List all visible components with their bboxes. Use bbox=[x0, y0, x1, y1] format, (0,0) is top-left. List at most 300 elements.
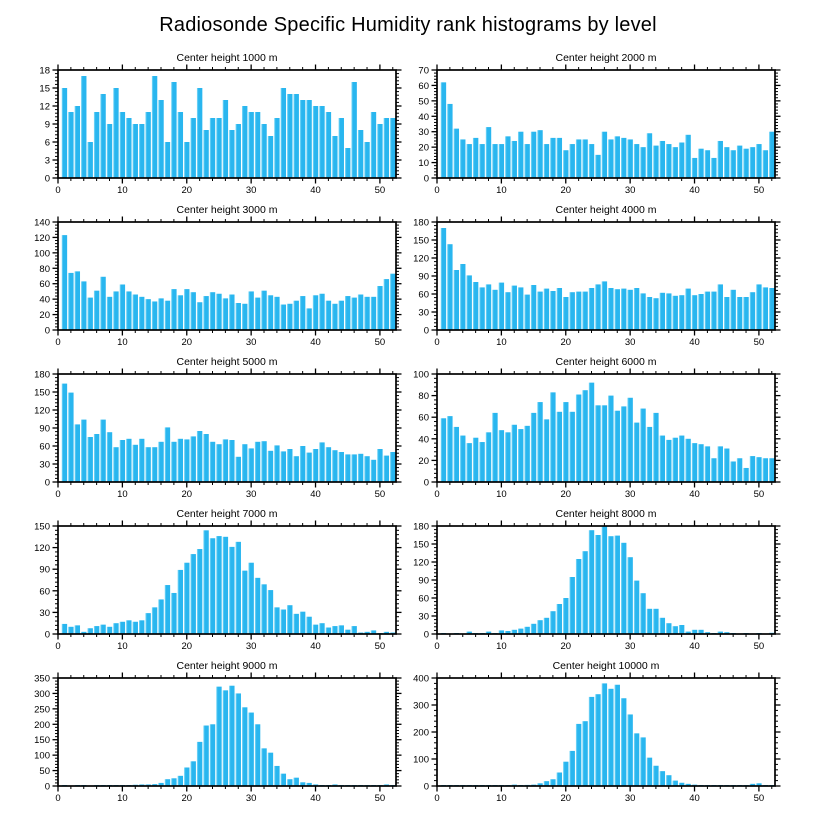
bar bbox=[390, 452, 395, 482]
bar bbox=[287, 304, 292, 330]
bar bbox=[737, 297, 742, 330]
x-tick-label: 40 bbox=[310, 337, 321, 348]
bar bbox=[441, 418, 446, 482]
bar bbox=[627, 557, 632, 634]
bar bbox=[87, 437, 92, 482]
bar bbox=[544, 419, 549, 482]
bar bbox=[248, 713, 253, 786]
bar bbox=[756, 284, 761, 330]
bar bbox=[479, 144, 484, 178]
x-tick-label: 50 bbox=[753, 793, 765, 804]
subplot-title: Center height 7000 m bbox=[176, 508, 278, 520]
bar bbox=[640, 147, 645, 178]
y-tick-label: 50 bbox=[39, 766, 50, 778]
bar bbox=[62, 384, 67, 482]
bar bbox=[75, 625, 80, 634]
bar bbox=[75, 271, 80, 330]
bar bbox=[171, 442, 176, 482]
bar bbox=[653, 766, 658, 786]
bar bbox=[236, 457, 241, 482]
y-tick-label: 0 bbox=[44, 781, 50, 793]
x-tick-label: 50 bbox=[753, 185, 765, 196]
bar bbox=[640, 737, 645, 786]
y-tick-label: 400 bbox=[413, 673, 429, 685]
bar bbox=[666, 293, 671, 330]
bar bbox=[229, 547, 234, 634]
bar bbox=[255, 112, 260, 178]
y-tick-label: 18 bbox=[39, 65, 50, 77]
bar bbox=[281, 88, 286, 178]
bar bbox=[705, 292, 710, 330]
histogram-10000m bbox=[408, 658, 816, 810]
bar bbox=[737, 146, 742, 178]
y-tick-label: 0 bbox=[44, 629, 50, 641]
histogram-5000m bbox=[0, 354, 408, 506]
bar bbox=[281, 305, 286, 330]
bar bbox=[223, 537, 228, 634]
bar bbox=[576, 395, 581, 482]
bar bbox=[94, 291, 99, 330]
bar bbox=[390, 274, 395, 330]
bar bbox=[492, 413, 497, 482]
bars-4000m bbox=[441, 228, 775, 330]
bar bbox=[563, 297, 568, 330]
bar bbox=[300, 612, 305, 634]
bars-7000m bbox=[62, 530, 396, 634]
y-tick-label: 15 bbox=[39, 83, 50, 95]
x-tick-label: 20 bbox=[560, 337, 572, 348]
bar bbox=[339, 118, 344, 178]
bar bbox=[698, 294, 703, 330]
x-tick-label: 20 bbox=[181, 793, 193, 804]
bar bbox=[332, 136, 337, 178]
bar bbox=[203, 434, 208, 482]
subplot-title: Center height 2000 m bbox=[555, 52, 657, 64]
bar bbox=[139, 439, 144, 482]
bar bbox=[634, 423, 639, 482]
bar bbox=[698, 149, 703, 178]
bar bbox=[454, 427, 459, 482]
x-tick-label: 0 bbox=[55, 489, 61, 500]
bar bbox=[191, 761, 196, 786]
bar bbox=[544, 289, 549, 330]
bar bbox=[294, 456, 299, 482]
x-tick-label: 50 bbox=[753, 641, 765, 652]
bar bbox=[531, 132, 536, 178]
bar bbox=[466, 443, 471, 482]
bar bbox=[384, 279, 389, 330]
x-tick-label: 10 bbox=[496, 641, 507, 652]
bar bbox=[602, 683, 607, 786]
x-tick-label: 0 bbox=[434, 793, 440, 804]
bar bbox=[100, 277, 105, 330]
bar bbox=[268, 136, 273, 178]
x-tick-label: 50 bbox=[753, 489, 765, 500]
x-tick-label: 50 bbox=[374, 185, 386, 196]
bar bbox=[165, 779, 170, 786]
y-tick-label: 60 bbox=[418, 593, 429, 605]
x-tick-label: 50 bbox=[374, 641, 386, 652]
bar bbox=[460, 264, 465, 330]
bars-8000m bbox=[441, 526, 775, 634]
bar bbox=[582, 721, 587, 786]
bar bbox=[145, 112, 150, 178]
bar bbox=[576, 292, 581, 330]
bar bbox=[107, 432, 112, 482]
y-tick-label: 40 bbox=[418, 434, 429, 446]
bar bbox=[281, 774, 286, 786]
bar bbox=[705, 150, 710, 178]
bar bbox=[640, 409, 645, 482]
bar bbox=[666, 144, 671, 178]
bar bbox=[557, 138, 562, 178]
bar bbox=[550, 392, 555, 482]
bar bbox=[255, 724, 260, 786]
bar bbox=[685, 135, 690, 178]
bar bbox=[570, 412, 575, 482]
bar bbox=[274, 118, 279, 178]
y-tick-label: 100 bbox=[34, 248, 50, 260]
x-tick-label: 30 bbox=[245, 489, 257, 500]
bar bbox=[294, 301, 299, 330]
y-tick-label: 180 bbox=[413, 521, 429, 533]
histogram-cell-5000m bbox=[0, 354, 408, 506]
bar bbox=[531, 285, 536, 330]
bar bbox=[679, 295, 684, 330]
bar bbox=[447, 244, 452, 330]
bar bbox=[326, 112, 331, 178]
bar bbox=[178, 439, 183, 482]
bar bbox=[178, 570, 183, 634]
x-tick-label: 10 bbox=[117, 337, 128, 348]
bar bbox=[120, 112, 125, 178]
bar bbox=[133, 622, 138, 634]
bar bbox=[294, 614, 299, 634]
bar bbox=[473, 282, 478, 330]
bar bbox=[537, 402, 542, 482]
bar bbox=[486, 432, 491, 482]
bar bbox=[711, 292, 716, 330]
y-tick-label: 90 bbox=[39, 423, 50, 435]
bar bbox=[326, 447, 331, 482]
bar bbox=[537, 130, 542, 178]
y-tick-label: 0 bbox=[423, 173, 429, 185]
bar bbox=[62, 88, 67, 178]
x-tick-label: 10 bbox=[117, 793, 128, 804]
x-tick-label: 20 bbox=[560, 641, 572, 652]
bar bbox=[216, 687, 221, 786]
y-tick-label: 0 bbox=[423, 629, 429, 641]
bar bbox=[505, 136, 510, 178]
histogram-6000m bbox=[408, 354, 816, 506]
x-tick-label: 50 bbox=[753, 337, 765, 348]
y-tick-label: 30 bbox=[39, 459, 50, 471]
bar bbox=[313, 106, 318, 178]
bar bbox=[660, 771, 665, 786]
bar bbox=[81, 420, 86, 482]
bar bbox=[261, 584, 266, 634]
bar bbox=[345, 148, 350, 178]
bar bbox=[216, 444, 221, 482]
x-tick-label: 30 bbox=[624, 185, 636, 196]
x-tick-label: 30 bbox=[245, 337, 257, 348]
x-tick-label: 50 bbox=[374, 337, 386, 348]
bar bbox=[602, 405, 607, 482]
bar bbox=[602, 132, 607, 178]
bar bbox=[300, 446, 305, 482]
bar bbox=[197, 302, 202, 330]
bar bbox=[306, 100, 311, 178]
bar bbox=[229, 440, 234, 482]
bars-10000m bbox=[441, 683, 775, 786]
y-tick-label: 120 bbox=[413, 557, 429, 569]
subplot-title: Center height 3000 m bbox=[176, 204, 278, 216]
bar bbox=[576, 724, 581, 786]
bar bbox=[634, 733, 639, 786]
bar bbox=[242, 444, 247, 482]
bar bbox=[454, 270, 459, 330]
y-tick-label: 150 bbox=[34, 521, 50, 533]
y-tick-label: 20 bbox=[418, 142, 429, 154]
bar bbox=[589, 288, 594, 330]
bar bbox=[505, 432, 510, 482]
bar bbox=[486, 284, 491, 330]
y-tick-label: 60 bbox=[39, 441, 50, 453]
bar bbox=[537, 292, 542, 330]
bar bbox=[229, 130, 234, 178]
bar bbox=[447, 416, 452, 482]
histogram-cell-7000m bbox=[0, 506, 408, 658]
histogram-grid bbox=[0, 50, 816, 810]
bar bbox=[724, 147, 729, 178]
bar bbox=[589, 530, 594, 634]
bar bbox=[158, 298, 163, 330]
bar bbox=[660, 618, 665, 634]
bar bbox=[139, 620, 144, 634]
bar bbox=[294, 778, 299, 786]
bar bbox=[94, 112, 99, 178]
bar bbox=[582, 390, 587, 482]
bar bbox=[570, 577, 575, 634]
y-tick-label: 40 bbox=[418, 111, 429, 123]
bar bbox=[139, 124, 144, 178]
bar bbox=[666, 775, 671, 786]
bar bbox=[550, 138, 555, 178]
bar bbox=[544, 144, 549, 178]
x-tick-label: 40 bbox=[310, 185, 321, 196]
bars-3000m bbox=[62, 235, 396, 330]
bar bbox=[627, 714, 632, 786]
bar bbox=[634, 144, 639, 178]
bar bbox=[634, 581, 639, 634]
y-tick-label: 140 bbox=[34, 217, 50, 229]
bar bbox=[582, 551, 587, 634]
bar bbox=[210, 442, 215, 482]
bar bbox=[563, 402, 568, 482]
bar bbox=[126, 439, 131, 482]
bar bbox=[492, 144, 497, 178]
bar bbox=[570, 751, 575, 786]
bar bbox=[191, 118, 196, 178]
bar bbox=[171, 778, 176, 786]
bar bbox=[152, 301, 157, 330]
bar bbox=[165, 142, 170, 178]
bar bbox=[384, 118, 389, 178]
y-tick-label: 60 bbox=[418, 412, 429, 424]
bar bbox=[178, 295, 183, 330]
bar bbox=[178, 776, 183, 786]
histogram-cell-2000m bbox=[408, 50, 816, 202]
bar bbox=[685, 439, 690, 482]
y-tick-label: 90 bbox=[418, 575, 429, 587]
y-tick-label: 60 bbox=[39, 586, 50, 598]
bar bbox=[184, 439, 189, 482]
bar bbox=[518, 287, 523, 330]
x-tick-label: 30 bbox=[245, 185, 257, 196]
x-tick-label: 0 bbox=[55, 185, 61, 196]
x-tick-label: 20 bbox=[181, 185, 193, 196]
bar bbox=[133, 124, 138, 178]
bar bbox=[113, 623, 118, 634]
bar bbox=[466, 144, 471, 178]
y-tick-label: 0 bbox=[423, 781, 429, 793]
x-tick-label: 40 bbox=[689, 793, 700, 804]
bar bbox=[602, 281, 607, 330]
bar bbox=[165, 427, 170, 482]
y-tick-label: 120 bbox=[34, 232, 50, 244]
bar bbox=[512, 425, 517, 482]
bar bbox=[724, 449, 729, 482]
x-tick-label: 20 bbox=[181, 641, 193, 652]
histogram-9000m bbox=[0, 658, 408, 810]
y-tick-label: 150 bbox=[34, 735, 50, 747]
bar bbox=[666, 623, 671, 634]
bar bbox=[133, 445, 138, 482]
bar bbox=[582, 292, 587, 330]
bar bbox=[673, 438, 678, 482]
bar bbox=[281, 610, 286, 634]
bar bbox=[634, 288, 639, 330]
y-tick-label: 50 bbox=[418, 96, 429, 108]
bar bbox=[679, 143, 684, 178]
bar bbox=[223, 439, 228, 482]
bar bbox=[653, 298, 658, 330]
bar bbox=[126, 620, 131, 634]
x-tick-label: 10 bbox=[117, 185, 128, 196]
bar bbox=[287, 449, 292, 482]
bar bbox=[640, 593, 645, 634]
x-tick-label: 40 bbox=[310, 641, 321, 652]
bar bbox=[139, 297, 144, 330]
bar bbox=[589, 383, 594, 482]
bar bbox=[133, 295, 138, 330]
x-tick-label: 40 bbox=[689, 641, 700, 652]
bar bbox=[499, 144, 504, 178]
bar bbox=[203, 296, 208, 330]
bar bbox=[595, 284, 600, 330]
bar bbox=[268, 451, 273, 482]
x-tick-label: 20 bbox=[560, 489, 572, 500]
bar bbox=[306, 453, 311, 482]
histogram-cell-6000m bbox=[408, 354, 816, 506]
y-tick-label: 250 bbox=[34, 704, 50, 716]
bar bbox=[384, 456, 389, 482]
bar bbox=[351, 626, 356, 634]
bar bbox=[377, 286, 382, 330]
bar bbox=[608, 139, 613, 178]
bars-2000m bbox=[441, 82, 775, 178]
y-tick-label: 350 bbox=[34, 673, 50, 685]
subplot-title: Center height 9000 m bbox=[176, 660, 278, 672]
bar bbox=[621, 698, 626, 786]
bar bbox=[345, 296, 350, 330]
bar bbox=[120, 622, 125, 634]
y-tick-label: 90 bbox=[39, 564, 50, 576]
bar bbox=[769, 458, 774, 482]
x-tick-label: 40 bbox=[689, 489, 700, 500]
bar bbox=[242, 707, 247, 786]
bar bbox=[711, 458, 716, 482]
y-tick-label: 0 bbox=[44, 325, 50, 337]
bar bbox=[371, 460, 376, 482]
x-tick-label: 0 bbox=[434, 489, 440, 500]
bar bbox=[615, 136, 620, 178]
x-tick-label: 20 bbox=[560, 793, 572, 804]
bar bbox=[210, 292, 215, 330]
bar bbox=[769, 132, 774, 178]
bar bbox=[692, 158, 697, 178]
bar bbox=[750, 147, 755, 178]
bar bbox=[165, 585, 170, 634]
bar bbox=[615, 685, 620, 786]
bar bbox=[248, 448, 253, 482]
x-tick-label: 0 bbox=[434, 641, 440, 652]
bar bbox=[87, 142, 92, 178]
bar bbox=[287, 94, 292, 178]
bar bbox=[68, 393, 73, 482]
bar bbox=[595, 694, 600, 786]
bar bbox=[718, 446, 723, 482]
bar bbox=[582, 139, 587, 178]
subplot-title: Center height 6000 m bbox=[555, 356, 657, 368]
subplot-title: Center height 4000 m bbox=[555, 204, 657, 216]
x-tick-label: 0 bbox=[434, 337, 440, 348]
bar bbox=[550, 779, 555, 786]
bar bbox=[358, 130, 363, 178]
x-tick-label: 40 bbox=[310, 489, 321, 500]
bar bbox=[576, 139, 581, 178]
bar bbox=[81, 281, 86, 330]
bar bbox=[197, 549, 202, 634]
bar bbox=[197, 88, 202, 178]
bar bbox=[300, 100, 305, 178]
bar bbox=[750, 456, 755, 482]
bar bbox=[763, 287, 768, 330]
bar bbox=[332, 450, 337, 482]
x-tick-label: 40 bbox=[689, 337, 700, 348]
bar bbox=[68, 273, 73, 330]
bar bbox=[274, 607, 279, 634]
bar bbox=[737, 458, 742, 482]
histogram-4000m bbox=[408, 202, 816, 354]
bar bbox=[640, 293, 645, 330]
bar bbox=[216, 536, 221, 634]
bar bbox=[615, 411, 620, 482]
subplot-title: Center height 5000 m bbox=[176, 356, 278, 368]
bar bbox=[68, 627, 73, 634]
x-tick-label: 30 bbox=[624, 793, 636, 804]
bar bbox=[627, 139, 632, 178]
